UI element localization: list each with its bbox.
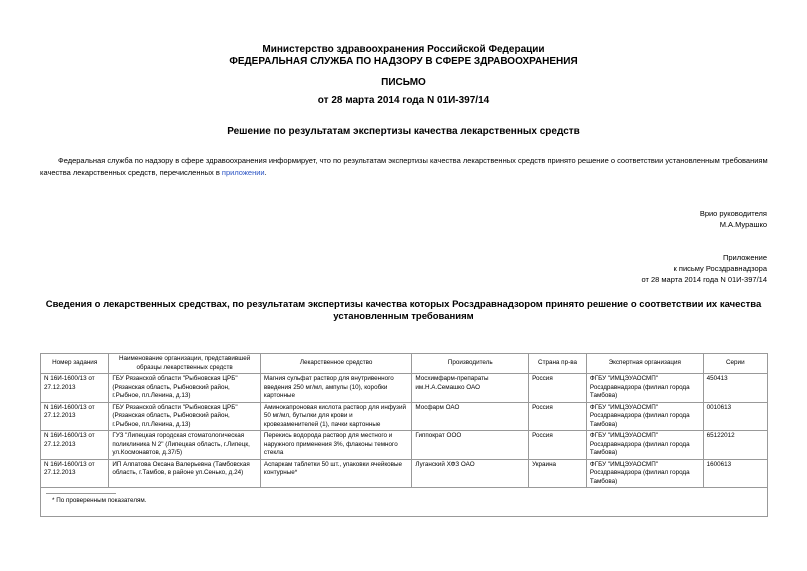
cell-series: 65122012 <box>703 431 767 460</box>
appendix-line3: от 28 марта 2014 года N 01И-397/14 <box>641 275 767 284</box>
drug-table-frame <box>40 353 768 517</box>
signature-position: Врио руководителя <box>699 209 767 218</box>
appendix-line2: к письму Росздравнадзора <box>673 264 767 273</box>
cell-manufacturer: Луганский ХФЗ ОАО <box>412 459 529 488</box>
cell-task-number: N 16И-1600/13 от 27.12.2013 <box>41 431 109 460</box>
cell-task-number: N 16И-1600/13 от 27.12.2013 <box>41 402 109 431</box>
intro-end: . <box>264 167 267 177</box>
cell-country: Украина <box>529 459 587 488</box>
appendix-link[interactable]: приложении <box>221 167 265 177</box>
col-header-drug: Лекарственное средство <box>260 354 412 374</box>
service-name: ФЕДЕРАЛЬНАЯ СЛУЖБА ПО НАДЗОРУ В СФЕРЕ ЗДРАВООХРАНЕНИЯ <box>229 56 578 67</box>
signature-name: М.А.Мурашко <box>719 220 767 229</box>
cell-expert-org: ФГБУ "ИМЦЭУАОСМП" Росздравнадзора (филиал города Тамбова) <box>586 374 703 403</box>
document-subject: Решение по результатам экспертизы качества лекарственных средств <box>227 126 580 137</box>
cell-organization: ГБУ Рязанской области "Рыбновская ЦРБ" (Рязанская область, Рыбновский район, г.Рыбное, пл.Ленина, д.13) <box>109 374 261 403</box>
cell-organization: ГУЗ "Липецкая городская стоматологическая поликлиника N 2" (Липецкая область, г.Липецк, ул.Космонавтов, д.37/5) <box>109 431 261 460</box>
cell-manufacturer: Мосхимфарм-препараты им.Н.А.Семашко ОАО <box>412 374 529 403</box>
table-row <box>41 459 767 488</box>
col-header-expert-org: Экспертная организация <box>586 354 703 374</box>
cell-country: Россия <box>529 402 587 431</box>
cell-organization: ГБУ Рязанской области "Рыбновская ЦРБ" (Рязанская область, Рыбновский район, г.Рыбное, пл.Ленина, д.13) <box>109 402 261 431</box>
cell-country: Россия <box>529 374 587 403</box>
col-header-task-number: Номер задания <box>41 354 109 374</box>
cell-expert-org: ФГБУ "ИМЦЭУАОСМП" Росздравнадзора (филиал города Тамбова) <box>586 431 703 460</box>
cell-organization: ИП Алпатова Оксана Валерьевна (Тамбовская область, г.Тамбов, в районе ул.Сенько, д.24) <box>109 459 261 488</box>
ministry-name: Министерство здравоохранения Российской Федерации <box>262 44 545 55</box>
cell-series: 1600613 <box>703 459 767 488</box>
table-row <box>41 431 767 460</box>
cell-drug: Магния сульфат раствор для внутривенного введения 250 мг/мл, ампулы (10), коробки картонные <box>260 374 412 403</box>
table-row <box>41 402 767 431</box>
col-header-manufacturer: Производитель <box>412 354 529 374</box>
footnote-divider <box>46 493 116 494</box>
cell-task-number: N 16И-1600/13 от 27.12.2013 <box>41 374 109 403</box>
cell-drug: Аминокапроновая кислота раствор для инфузий 50 мг/мл, бутылки для крови и кровезаменителей (1), пачки картонные <box>260 402 412 431</box>
cell-manufacturer: Мосфарм ОАО <box>412 402 529 431</box>
cell-expert-org: ФГБУ "ИМЦЭУАОСМП" Росздравнадзора (филиал города Тамбова) <box>586 402 703 431</box>
cell-series: 450413 <box>703 374 767 403</box>
cell-series: 0010613 <box>703 402 767 431</box>
appendix-block <box>641 252 767 285</box>
appendix-line1: Приложение <box>723 253 767 262</box>
cell-task-number: N 16И-1600/13 от 27.12.2013 <box>41 459 109 488</box>
drug-table <box>41 354 767 488</box>
cell-manufacturer: Гиппократ ООО <box>412 431 529 460</box>
table-row <box>41 374 767 403</box>
cell-drug: Аспаркам таблетки 50 шт., упаковки ячейковые контурные* <box>260 459 412 488</box>
table-title: Сведения о лекарственных средствах, по результатам экспертизы качества которых Росздравнадзором принято решение о соответствии их качества установленным требованиям <box>45 299 762 322</box>
table-header-row <box>41 354 767 374</box>
intro-text: Федеральная служба по надзору в сфере здравоохранения информирует, что по результатам экспертизы качества лекарственных средств принято решение о соответствии установленным требованиям качества лекарственных средств, перечисленных в <box>40 156 768 177</box>
col-header-series: Серии <box>703 354 767 374</box>
footnote: * По проверенным показателям. <box>52 497 147 504</box>
signature-block <box>700 208 767 230</box>
cell-country: Россия <box>529 431 587 460</box>
document-date-number: от 28 марта 2014 года N 01И-397/14 <box>317 95 490 106</box>
intro-paragraph <box>40 155 770 178</box>
cell-drug: Перекись водорода раствор для местного и наружного применения 3%, флаконы темного стекла <box>260 431 412 460</box>
cell-expert-org: ФГБУ "ИМЦЭУАОСМП" Росздравнадзора (филиал города Тамбова) <box>586 459 703 488</box>
col-header-country: Страна пр-ва <box>529 354 587 374</box>
document-type: ПИСЬМО <box>381 77 426 88</box>
col-header-organization: Наименование организации, представившей образцы лекарственных средств <box>109 354 261 374</box>
